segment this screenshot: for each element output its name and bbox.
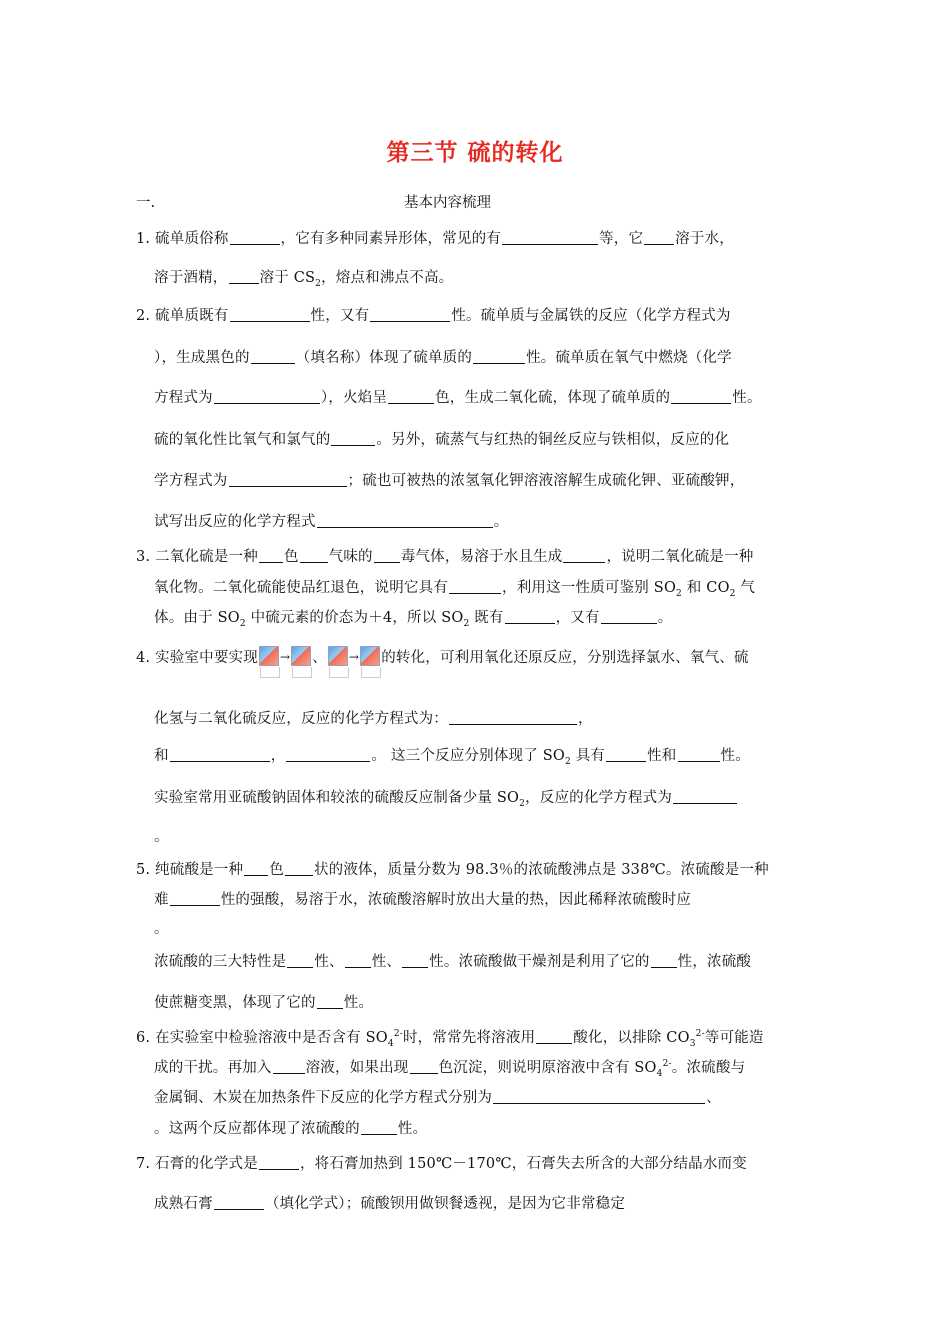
blank[interactable] xyxy=(331,431,375,446)
page-title: 第三节 硫的转化 xyxy=(386,140,564,166)
blank[interactable] xyxy=(502,230,598,245)
question-7-line-2: 成熟石膏 （填化学式）；硫酸钡用做钡餐透视，是因为它非常稳定 xyxy=(154,1196,626,1212)
blank[interactable] xyxy=(259,548,283,563)
question-5-line-5: 使蔗糖变黑，体现了它的 性。 xyxy=(154,995,374,1011)
question-4-line-4: 实验室常用亚硫酸钠固体和较浓的硫酸反应制备少量 $SO_2$，反应的化学方程式为 xyxy=(154,786,738,809)
question-3-line-2: 氧化物。二氧化硫能使品红退色，说明它具有 ，利用这一性质可鉴别 $SO_2$ 和 $CO_2$ 气 xyxy=(154,580,756,599)
blank[interactable] xyxy=(601,609,657,624)
question-4-line-2: 化氢与二氧化硫反应，反应的化学方程式为： ， xyxy=(154,711,593,727)
blank[interactable] xyxy=(317,513,493,528)
question-5-line-3: 。 xyxy=(154,921,169,937)
blank[interactable] xyxy=(170,891,220,906)
blank[interactable] xyxy=(244,861,268,876)
arrow-right-icon: → xyxy=(279,650,291,664)
broken-image-icon xyxy=(360,646,380,666)
blank[interactable] xyxy=(345,953,371,968)
blank[interactable] xyxy=(644,230,674,245)
blank[interactable] xyxy=(259,1155,299,1170)
blank[interactable] xyxy=(673,789,737,804)
blank[interactable] xyxy=(170,747,270,762)
blank[interactable] xyxy=(251,349,295,364)
blank[interactable] xyxy=(449,710,577,725)
question-2-line-4: 硫的氧化性比氧气和氯气的 。另外，硫蒸气与红热的铜丝反应与铁相似，反应的化 xyxy=(154,432,730,448)
blank[interactable] xyxy=(300,548,328,563)
blank[interactable] xyxy=(273,1059,305,1074)
blank[interactable] xyxy=(229,269,259,284)
question-6-line-4: 。这两个反应都体现了浓硫酸的 性。 xyxy=(154,1121,428,1137)
question-7-line-1: 7. 石膏的化学式是 ，将石膏加热到 150℃－170℃，石膏失去所含的大部分结晶水而变 xyxy=(136,1156,747,1172)
blank[interactable] xyxy=(229,472,347,487)
section-title: 基本内容梳理 xyxy=(404,195,491,211)
blank[interactable] xyxy=(536,1029,572,1044)
blank[interactable] xyxy=(230,230,280,245)
question-4-line-5: 。 xyxy=(154,829,169,845)
question-2-line-6: 试写出反应的化学方程式 。 xyxy=(154,514,509,530)
blank[interactable] xyxy=(370,307,450,322)
blank[interactable] xyxy=(671,389,731,404)
blank[interactable] xyxy=(361,1120,397,1135)
question-6-line-1: 6. 在实验室中检验溶液中是否含有 $SO_4^{2-}$时，常常先将溶液用 酸化，以排除 $CO_3^{2-}$等可能造 xyxy=(136,1029,764,1049)
blank[interactable] xyxy=(214,1195,264,1210)
question-4-line-1: 4. 实验室中要实现 → 、 → 的转化，可利用氧化还原反应，分别选择氯水、氧气、硫 xyxy=(136,646,749,667)
question-2-line-1: 2. 硫单质既有 性，又有 性。硫单质与金属铁的反应（化学方程式为 xyxy=(136,308,731,324)
blank[interactable] xyxy=(230,307,310,322)
blank[interactable] xyxy=(505,609,555,624)
blank[interactable] xyxy=(563,548,605,563)
question-4-line-3: 和 ， 。 这三个反应分别体现了 $SO_2$ 具有 性和 性。 xyxy=(154,748,750,767)
blank[interactable] xyxy=(493,1089,705,1104)
blank[interactable] xyxy=(374,548,400,563)
blank[interactable] xyxy=(473,349,525,364)
question-5-line-4: 浓硫酸的三大特性是 性、 性、 性。浓硫酸做干燥剂是利用了它的 性，浓硫酸 xyxy=(154,954,752,970)
question-5-line-1: 5. 纯硫酸是一种 色 状的液体，质量分数为 98.3％的浓硫酸沸点是 338℃。浓硫酸是一种 xyxy=(136,862,769,878)
question-2-line-5: 学方程式为 ；硫也可被热的浓氢氧化钾溶液溶解生成硫化钾、亚硫酸钾， xyxy=(154,473,745,489)
blank[interactable] xyxy=(285,861,313,876)
question-2-line-2: ），生成黑色的 （填名称）体现了硫单质的 性。硫单质在氧气中燃烧（化学 xyxy=(154,350,732,366)
arrow-right-icon: → xyxy=(348,650,360,664)
question-5-line-2: 难 性的强酸，易溶于水，浓硫酸溶解时放出大量的热，因此稀释浓硫酸时应 xyxy=(154,892,692,908)
question-6-line-2: 成的干扰。再加入 溶液，如果出现 色沉淀，则说明原溶液中含有 $SO_4^{2-}$。浓硫酸与 xyxy=(154,1059,746,1079)
section-number: 一. xyxy=(136,195,156,211)
blank[interactable] xyxy=(286,747,370,762)
broken-image-icon xyxy=(328,646,348,666)
blank[interactable] xyxy=(651,953,677,968)
blank[interactable] xyxy=(410,1059,438,1074)
question-2-line-3: 方程式为 ），火焰呈 色，生成二氧化硫，体现了硫单质的 性。 xyxy=(154,390,762,406)
blank[interactable] xyxy=(214,389,320,404)
blank[interactable] xyxy=(317,994,343,1009)
blank[interactable] xyxy=(287,953,313,968)
question-6-line-3: 金属铜、木炭在加热条件下反应的化学方程式分别为 、 xyxy=(154,1090,721,1106)
broken-image-icon xyxy=(291,646,311,666)
question-1-line-2: 溶于酒精， 溶于 $CS_2$，熔点和沸点不高。 xyxy=(154,270,454,289)
blank[interactable] xyxy=(388,389,434,404)
blank[interactable] xyxy=(402,953,428,968)
broken-image-icon xyxy=(259,646,279,666)
question-1-line-1: 1. 硫单质俗称 ，它有多种同素异形体，常见的有 等，它 溶于水， xyxy=(136,231,734,247)
question-3-line-3: 体。由于 $SO_2$ 中硫元素的价态为＋4，所以 $SO_2$ 既有 ，又有 。 xyxy=(154,610,673,629)
blank[interactable] xyxy=(606,747,646,762)
blank[interactable] xyxy=(678,747,720,762)
blank[interactable] xyxy=(449,579,501,594)
question-3-line-1: 3. 二氧化硫是一种 色 气味的 毒气体，易溶于水且生成 ，说明二氧化硫是一种 xyxy=(136,549,754,565)
